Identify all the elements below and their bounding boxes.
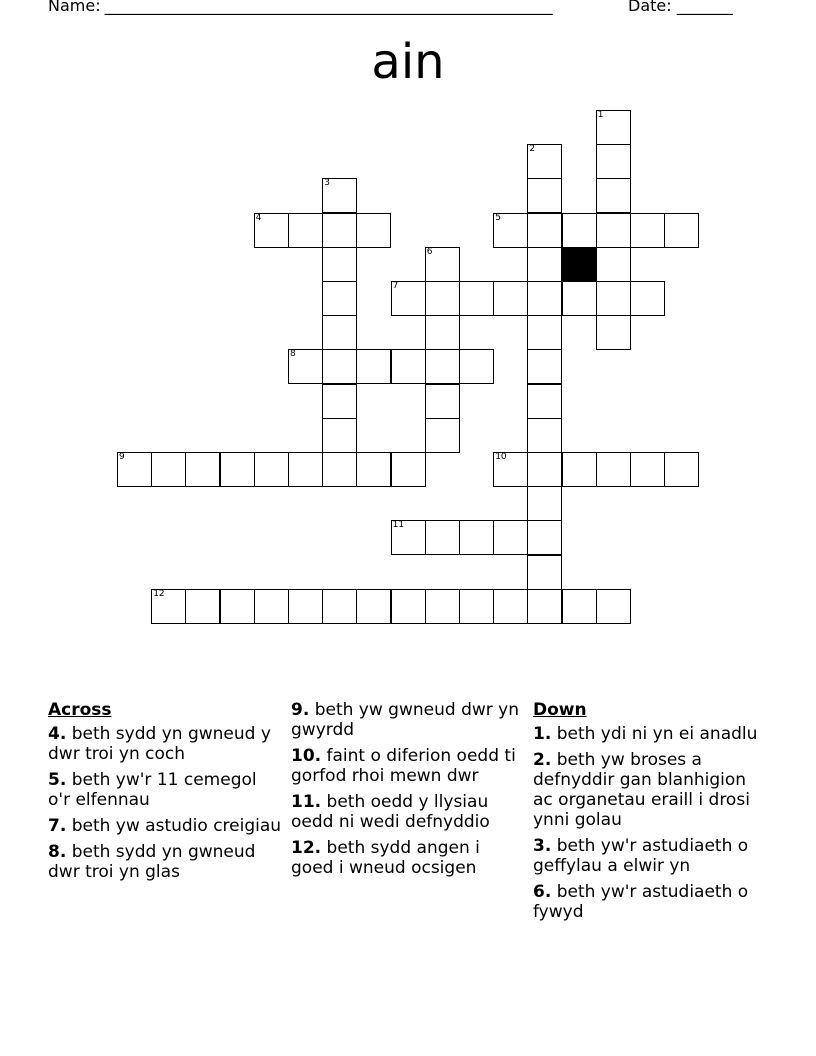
across-clue [291, 746, 527, 786]
clue-number: 6. [533, 882, 552, 902]
crossword-cell[interactable] [391, 589, 426, 624]
crossword-cell[interactable] [356, 589, 391, 624]
crossword-cell[interactable] [459, 349, 494, 384]
crossword-cell[interactable] [527, 486, 562, 521]
crossword-cell[interactable] [493, 520, 528, 555]
cell-number: 7 [392, 281, 399, 291]
crossword-cell[interactable] [664, 213, 699, 248]
crossword-cell[interactable] [322, 349, 357, 384]
crossword-cell[interactable] [322, 452, 357, 487]
crossword-cell[interactable] [562, 452, 597, 487]
crossword-cell[interactable] [220, 589, 255, 624]
clue-text: beth yw astudio creigiau [71, 816, 282, 836]
crossword-cell[interactable] [356, 349, 391, 384]
crossword-cell[interactable] [117, 452, 152, 487]
cell-number: 1 [597, 110, 604, 120]
crossword-cell[interactable] [664, 452, 699, 487]
cell-number: 2 [529, 144, 536, 155]
crossword-cell[interactable] [322, 281, 357, 316]
crossword-cell[interactable] [596, 281, 631, 316]
clue-text: beth sydd yn gwneud dwr troi yn glas [48, 842, 256, 882]
crossword-cell[interactable] [527, 144, 562, 179]
down-clue [533, 724, 769, 744]
crossword-cell[interactable] [391, 520, 426, 555]
crossword-cell[interactable] [322, 315, 357, 350]
cell-number: 3 [324, 178, 330, 189]
crossword-cell[interactable] [630, 213, 665, 248]
crossword-cell[interactable] [425, 349, 460, 384]
date-field[interactable]: _______ [676, 0, 733, 15]
cell-number: 5 [495, 212, 501, 223]
crossword-cell[interactable] [562, 281, 597, 316]
cell-number: 8 [290, 349, 296, 360]
crossword-cell[interactable] [254, 213, 289, 248]
page-title: ain [371, 34, 445, 90]
crossword-cell[interactable] [493, 281, 528, 316]
crossword-cell[interactable] [527, 520, 562, 555]
across-column-2 [291, 700, 527, 884]
clue-number: 2. [533, 750, 552, 770]
crossword-cell[interactable] [322, 384, 357, 419]
down-clue [533, 882, 769, 922]
clue-text: beth yw'r astudiaeth o geffylau a elwir yn [533, 836, 749, 876]
cell-number: 10 [495, 452, 507, 462]
clue-number: 3. [533, 836, 552, 856]
crossword-cell[interactable] [254, 452, 289, 487]
across-heading: Across [48, 700, 112, 720]
crossword-cell[interactable] [527, 452, 562, 487]
clue-text: beth oedd y llysiau oedd ni wedi defnyddio [291, 792, 490, 832]
crossword-cell[interactable] [596, 589, 631, 624]
crossword-cell[interactable] [151, 452, 186, 487]
crossword-cell[interactable] [459, 520, 494, 555]
across-clue [48, 816, 284, 836]
name-field[interactable]: ________________________________________________________ [104, 0, 553, 15]
crossword-cell[interactable] [425, 589, 460, 624]
across-clue [291, 700, 527, 740]
crossword-cell[interactable] [596, 452, 631, 487]
crossword-cell[interactable] [596, 213, 631, 248]
crossword-cell[interactable] [459, 281, 494, 316]
date-label: Date: [628, 0, 672, 15]
crossword-cell[interactable] [322, 589, 357, 624]
crossword-cell[interactable] [151, 589, 186, 624]
crossword-cell[interactable] [185, 452, 220, 487]
crossword-cell[interactable] [322, 418, 357, 453]
cell-number: 9 [119, 452, 125, 462]
crossword-cell[interactable] [562, 589, 597, 624]
crossword-cell[interactable] [527, 418, 562, 453]
crossword-cell[interactable] [630, 281, 665, 316]
crossword-cell[interactable] [288, 452, 323, 487]
crossword-cell[interactable] [596, 144, 631, 179]
across-clue [48, 842, 284, 882]
crossword-cell[interactable] [425, 281, 460, 316]
crossword-cell[interactable] [630, 452, 665, 487]
crossword-cell[interactable] [425, 315, 460, 350]
crossword-cell[interactable] [425, 247, 460, 282]
clue-number: 11. [291, 792, 322, 812]
crossword-cell[interactable] [493, 589, 528, 624]
crossword-cell[interactable] [425, 384, 460, 419]
crossword-cell[interactable] [527, 555, 562, 590]
crossword-cell[interactable] [322, 247, 357, 282]
crossword-cell[interactable] [185, 589, 220, 624]
crossword-cell[interactable] [391, 349, 426, 384]
name-label: Name: [48, 0, 101, 15]
crossword-cell[interactable] [254, 589, 289, 624]
cell-number: 6 [426, 246, 433, 257]
clue-text: beth ydi ni yn ei anadlu [556, 724, 758, 744]
crossword-cell[interactable] [562, 213, 597, 248]
crossword-cell[interactable] [596, 110, 631, 145]
crossword-cell[interactable] [527, 247, 562, 282]
crossword-cell[interactable] [527, 315, 562, 350]
crossword-cell[interactable] [322, 213, 357, 248]
crossword-cell[interactable] [596, 178, 631, 213]
clue-number: 12. [291, 838, 322, 858]
crossword-cell[interactable] [527, 281, 562, 316]
cell-number: 4 [255, 212, 262, 223]
clue-text: beth sydd angen i goed i wneud ocsigen [291, 838, 480, 878]
crossword-cell[interactable] [527, 213, 562, 248]
clue-number: 9. [291, 700, 310, 720]
cell-number: 11 [392, 520, 405, 531]
clue-text: beth sydd yn gwneud y dwr troi yn coch [48, 724, 271, 764]
crossword-cell[interactable] [391, 281, 426, 316]
down-heading: Down [533, 700, 587, 720]
crossword-cell[interactable] [493, 213, 528, 248]
across-clue [291, 838, 527, 878]
clue-number: 4. [48, 724, 67, 744]
blocked-cell [562, 247, 597, 282]
across-column-1 [48, 700, 284, 888]
crossword-cell[interactable] [527, 349, 562, 384]
clue-number: 5. [48, 770, 67, 790]
clue-text: beth yw'r astudiaeth o fywyd [533, 882, 749, 922]
clue-number: 10. [291, 746, 322, 766]
crossword-cell[interactable] [527, 178, 562, 213]
across-clue [48, 724, 284, 764]
across-clue [291, 792, 527, 832]
crossword-cell[interactable] [459, 589, 494, 624]
crossword-cell[interactable] [425, 520, 460, 555]
clue-number: 8. [48, 842, 67, 862]
crossword-cell[interactable] [322, 178, 357, 213]
crossword-cell[interactable] [527, 384, 562, 419]
crossword-cell[interactable] [596, 247, 631, 282]
clue-text: faint o diferion oedd ti gorfod rhoi mewn dwr [291, 746, 516, 786]
crossword-cell[interactable] [425, 418, 460, 453]
crossword-cell[interactable] [391, 452, 426, 487]
crossword-cell[interactable] [596, 315, 631, 350]
clue-text: beth yw'r 11 cemegol o'r elfennau [48, 770, 257, 810]
down-clue [533, 836, 769, 876]
clue-text: beth yw gwneud dwr yn gwyrdd [291, 700, 519, 740]
crossword-cell[interactable] [527, 589, 562, 624]
cell-number: 12 [153, 588, 165, 599]
crossword-cell[interactable] [288, 589, 323, 624]
clue-number: 1. [533, 724, 552, 744]
crossword-cell[interactable] [356, 213, 391, 248]
crossword-cell[interactable] [288, 213, 323, 248]
crossword-cell[interactable] [356, 452, 391, 487]
down-clue [533, 750, 769, 830]
down-column [533, 700, 769, 928]
clue-number: 7. [48, 816, 67, 836]
clue-text: beth yw broses a defnyddir gan blanhigion ac organetau eraill i drosi ynni golau [533, 750, 750, 830]
crossword-cell[interactable] [220, 452, 255, 487]
crossword-cell[interactable] [493, 452, 528, 487]
across-clue [48, 770, 284, 810]
crossword-cell[interactable] [288, 349, 323, 384]
